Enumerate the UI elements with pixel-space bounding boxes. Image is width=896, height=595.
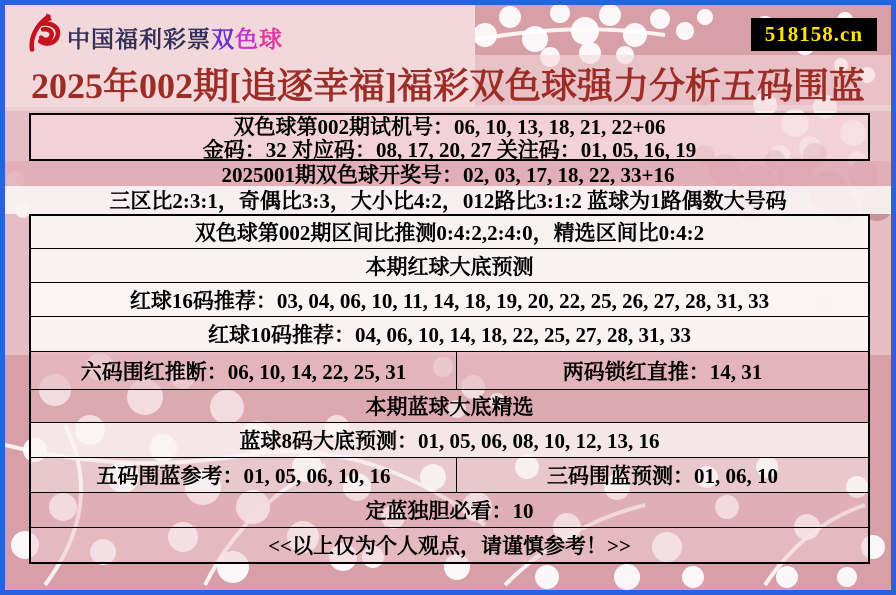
brand-char-shuang: 双 (211, 26, 235, 52)
blue-single-pick-row: 定蓝独胆必看：10 (29, 492, 870, 527)
brand-title (67, 21, 283, 54)
brand-char-se: 色 (235, 26, 259, 52)
red-16-codes-row: 红球16码推荐：03, 04, 06, 10, 11, 14, 18, 19, 20, 22, 25, 26, 27, 28, 31, 33 (29, 282, 870, 316)
info-box (29, 113, 870, 161)
test-draw-numbers: 双色球第002期试机号：06, 10, 13, 18, 21, 22+06 (233, 114, 666, 139)
blue-5-and-3-codes-row (29, 457, 870, 492)
page-title: 2025年002期[追逐幸福]福彩双色球强力分析五码围蓝 (31, 65, 865, 106)
zone-ratio-row: 双色球第002期区间比推测0:4:2,2:4:0，精选区间比0:4:2 (29, 214, 870, 248)
brand-prefix: 中国福利彩票 (67, 26, 211, 52)
red-6-codes-cell: 六码围红推断：06, 10, 14, 22, 25, 31 (31, 352, 457, 389)
red-2-codes-cell: 两码锁红直推：14, 31 (562, 359, 763, 384)
brand-char-qiu: 球 (259, 26, 283, 52)
blue-3-codes-cell: 三码围蓝预测：01, 06, 10 (547, 464, 778, 488)
china-welfare-lottery-logo-icon (21, 11, 65, 55)
red-10-codes-row: 红球10码推荐：04, 06, 10, 14, 18, 22, 25, 27, 28, 31, 33 (29, 316, 870, 351)
blue-8-codes-row: 蓝球8码大底预测：01, 05, 06, 08, 10, 12, 13, 16 (29, 422, 870, 457)
gold-code-line: 金码：32 对应码：08, 17, 20, 27 关注码：01, 05, 16, 19 (202, 137, 697, 162)
blue-5-codes-cell: 五码围蓝参考：01, 05, 06, 10, 16 (31, 458, 457, 492)
red-ball-section-header: 本期红球大底预测 (29, 248, 870, 282)
ratio-analysis-strip: 三区比2:3:1，奇偶比3:3，大小比4:2，012路比3:1:2 蓝球为1路偶数大号码 (5, 186, 891, 214)
site-watermark-badge: 518158.cn (751, 18, 877, 51)
disclaimer-row: <<以上仅为个人观点，请谨慎参考！>> (29, 527, 870, 564)
blue-ball-section-header: 本期蓝球大底精选 (29, 389, 870, 422)
last-draw-result-strip: 2025001期双色球开奖号：02, 03, 17, 18, 22, 33+16 (5, 161, 891, 186)
red-6-and-2-codes-row (29, 351, 870, 389)
